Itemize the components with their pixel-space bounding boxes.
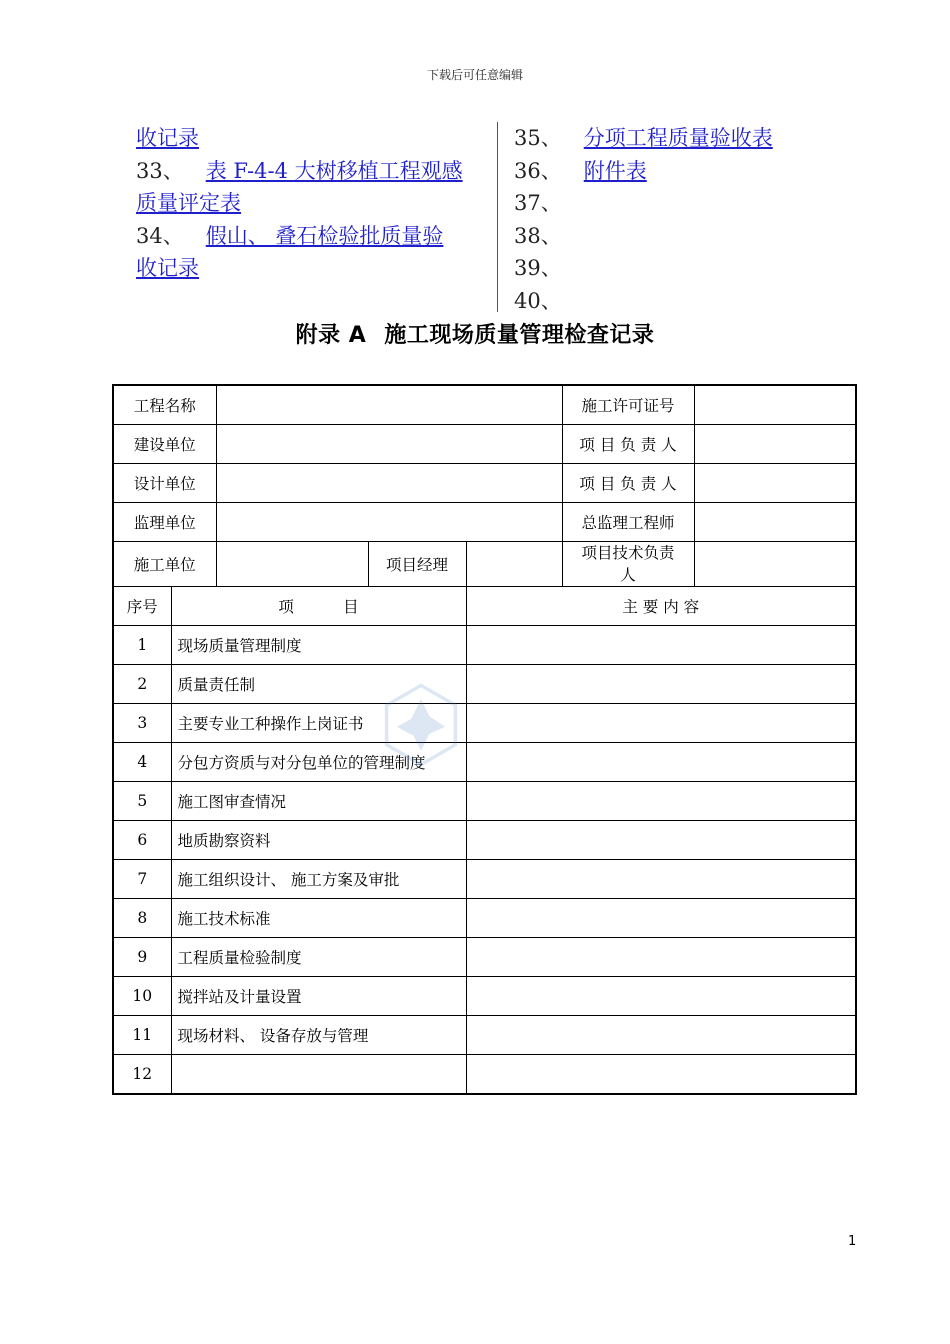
row-item[interactable] (171, 1055, 466, 1095)
table-row (113, 860, 856, 899)
table-row (113, 938, 856, 977)
col-header-item: 项 目 (171, 587, 466, 626)
toc-link[interactable]: 质量评定表 (136, 191, 241, 216)
toc-right-column (514, 122, 854, 318)
header-row (113, 587, 856, 626)
table-row (113, 899, 856, 938)
row-no: 8 (113, 899, 171, 938)
label-project-name: 工程名称 (113, 385, 216, 425)
row-item: 地质勘察资料 (171, 821, 466, 860)
table-row (113, 704, 856, 743)
toc-line[interactable] (136, 220, 486, 253)
label-supervision-unit: 监理单位 (113, 503, 216, 542)
row-no: 10 (113, 977, 171, 1016)
toc-number: 37、 (514, 191, 562, 216)
table-row (113, 977, 856, 1016)
form-row (113, 464, 856, 503)
value-project-name[interactable] (216, 385, 562, 425)
row-item: 工程质量检验制度 (171, 938, 466, 977)
toc-link[interactable]: 收记录 (136, 126, 199, 150)
toc-line[interactable] (514, 155, 854, 188)
row-item: 现场材料、 设备存放与管理 (171, 1016, 466, 1055)
toc-number: 34、 (136, 223, 184, 248)
toc-line[interactable] (136, 252, 486, 285)
toc-line (514, 187, 854, 220)
label-owner-lead: 项 目 负 责 人 (562, 425, 694, 464)
table-row (113, 782, 856, 821)
table-row (113, 743, 856, 782)
row-item: 施工图审查情况 (171, 782, 466, 821)
label-permit-no: 施工许可证号 (562, 385, 694, 425)
toc-divider (497, 122, 498, 312)
table-row (113, 821, 856, 860)
toc-line[interactable] (136, 187, 486, 220)
row-item: 现场质量管理制度 (171, 626, 466, 665)
value-design-lead[interactable] (694, 464, 856, 503)
toc-link[interactable]: 表 F-4-4 大树移植工程观感 (205, 158, 463, 183)
label-tech-lead (562, 542, 694, 587)
value-design-unit[interactable] (216, 464, 562, 503)
row-item: 施工技术标准 (171, 899, 466, 938)
toc-number: 36、 (514, 158, 562, 183)
row-item: 质量责任制 (171, 665, 466, 704)
form-row (113, 503, 856, 542)
title-prefix: 附录 A (295, 323, 367, 348)
value-supervision-unit[interactable] (216, 503, 562, 542)
row-item: 分包方资质与对分包单位的管理制度 (171, 743, 466, 782)
row-content[interactable] (466, 743, 856, 782)
toc-number: 33、 (136, 158, 184, 183)
col-header-content: 主 要 内 容 (466, 587, 856, 626)
label-contractor-unit: 施工单位 (113, 542, 216, 587)
watermark-logo-icon (378, 682, 464, 768)
toc-number: 38、 (514, 223, 562, 248)
row-content[interactable] (466, 860, 856, 899)
table-row (113, 1016, 856, 1055)
value-owner-lead[interactable] (694, 425, 856, 464)
quality-check-form (112, 384, 857, 1095)
row-no: 2 (113, 665, 171, 704)
toc-number: 39、 (514, 256, 562, 281)
toc-link[interactable]: 假山、 叠石检验批质量验 (205, 223, 444, 248)
label-design-lead: 项 目 负 责 人 (562, 464, 694, 503)
row-content[interactable] (466, 977, 856, 1016)
table-of-contents (136, 122, 856, 312)
value-owner-unit[interactable] (216, 425, 562, 464)
toc-line (514, 252, 854, 285)
row-item: 搅拌站及计量设置 (171, 977, 466, 1016)
row-no: 5 (113, 782, 171, 821)
toc-line[interactable] (136, 122, 486, 155)
value-permit-no[interactable] (694, 385, 856, 425)
row-item: 主要专业工种操作上岗证书 (171, 704, 466, 743)
tech-lead-line1: 项目技术负责 (581, 544, 675, 562)
form-row (113, 385, 856, 425)
value-chief-engineer[interactable] (694, 503, 856, 542)
row-content[interactable] (466, 938, 856, 977)
row-no: 3 (113, 704, 171, 743)
table-row (113, 626, 856, 665)
row-content[interactable] (466, 821, 856, 860)
toc-line[interactable] (136, 155, 486, 188)
value-contractor-unit[interactable] (216, 542, 368, 587)
value-tech-lead[interactable] (694, 542, 856, 587)
title-main: 施工现场质量管理检查记录 (384, 323, 655, 348)
row-no: 11 (113, 1016, 171, 1055)
label-chief-engineer: 总监理工程师 (562, 503, 694, 542)
row-no: 6 (113, 821, 171, 860)
row-item: 施工组织设计、 施工方案及审批 (171, 860, 466, 899)
row-content[interactable] (466, 899, 856, 938)
col-header-no: 序号 (113, 587, 171, 626)
toc-line[interactable] (514, 122, 854, 155)
table-row (113, 1055, 856, 1095)
row-content[interactable] (466, 782, 856, 821)
label-project-manager: 项目经理 (368, 542, 466, 587)
toc-link[interactable]: 收记录 (136, 256, 199, 281)
toc-link[interactable]: 分项工程质量验收表 (583, 126, 773, 150)
page-number: 1 (848, 1234, 857, 1249)
row-content[interactable] (466, 1055, 856, 1095)
toc-line (514, 285, 854, 318)
row-no: 4 (113, 743, 171, 782)
page-title (0, 318, 950, 349)
toc-link[interactable]: 附件表 (583, 158, 647, 183)
label-design-unit: 设计单位 (113, 464, 216, 503)
value-project-manager[interactable] (466, 542, 562, 587)
form-row (113, 425, 856, 464)
toc-number: 35、 (514, 126, 562, 150)
toc-line (514, 220, 854, 253)
row-content[interactable] (466, 704, 856, 743)
row-no: 1 (113, 626, 171, 665)
header-note: 下载后可任意编辑 (426, 68, 523, 82)
table-row (113, 665, 856, 704)
form-row (113, 542, 856, 587)
row-content[interactable] (466, 1016, 856, 1055)
row-no: 12 (113, 1055, 171, 1095)
tech-lead-line2: 人 (620, 566, 636, 584)
toc-number: 40、 (514, 288, 562, 313)
row-content[interactable] (466, 626, 856, 665)
row-no: 7 (113, 860, 171, 899)
label-owner-unit: 建设单位 (113, 425, 216, 464)
toc-left-column (136, 122, 486, 285)
row-no: 9 (113, 938, 171, 977)
row-content[interactable] (466, 665, 856, 704)
